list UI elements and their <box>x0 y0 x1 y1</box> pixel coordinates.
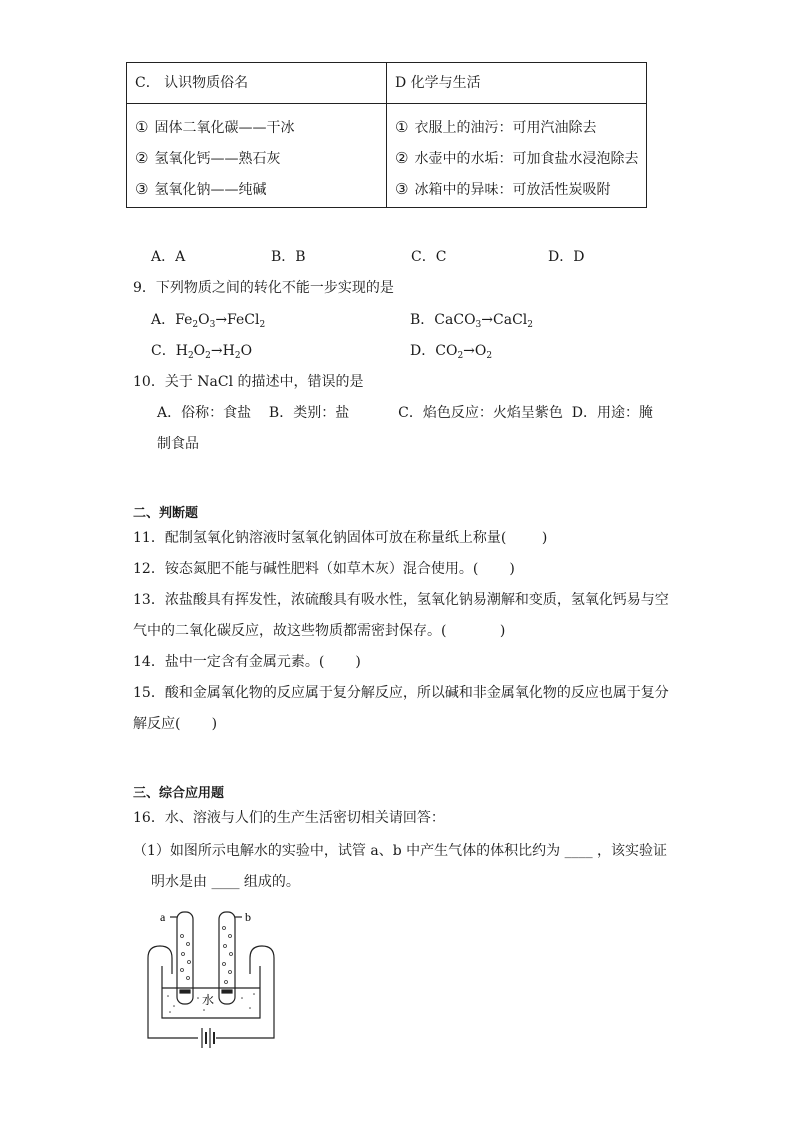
subscript: 3 <box>209 320 216 330</box>
subscript: 2 <box>457 351 464 361</box>
question-12: 12．铵态氮肥不能与碱性肥料（如草木灰）混合使用。( ) <box>133 561 515 577</box>
q9-option-d[interactable] <box>410 340 492 360</box>
subscript: 2 <box>486 351 493 361</box>
question-13-line2: 气中的二氧化碳反应，故这些物质都需密封保存。( ) <box>133 623 506 639</box>
q8-option-d[interactable]: D．D <box>548 249 585 265</box>
formula-part: H <box>175 343 188 359</box>
circled-number: ② <box>395 149 409 167</box>
q8-option-b[interactable]: B．B <box>271 249 306 265</box>
tube-label-a: a <box>160 910 166 924</box>
table-cell-d <box>387 104 647 208</box>
q8-option-c[interactable]: C．C <box>411 249 447 265</box>
question-9-stem: 9．下列物质之间的转化不能一步实现的是 <box>133 280 394 296</box>
question-14: 14．盐中一定含有金属元素。( ) <box>133 654 361 670</box>
formula-part: CaCO <box>434 312 476 328</box>
list-item-text: 固体二氧化碳——干冰 <box>154 120 295 136</box>
question-13-line1: 13．浓盐酸具有挥发性，浓硫酸具有吸水性，氢氧化钠易潮解和变质，氢氧化钙易与空 <box>133 592 669 608</box>
section-title-application: 三、综合应用题 <box>133 786 225 801</box>
q9-option-c[interactable] <box>151 340 252 360</box>
formula-part: O <box>193 343 206 359</box>
option-label: A． <box>151 312 176 328</box>
circled-number: ① <box>395 118 409 136</box>
question-10-stem: 10．关于 NaCl 的描述中，错误的是 <box>133 374 364 390</box>
formula-part: O <box>198 312 210 328</box>
water-label: 水 <box>202 993 215 1007</box>
option-label: C． <box>151 343 176 359</box>
circled-number: ② <box>135 149 149 167</box>
question-15-line1: 15．酸和金属氧化物的反应属于复分解反应，所以碱和非金属氧化物的反应也属于复分 <box>133 685 669 701</box>
options-table <box>126 62 647 208</box>
formula-part: →FeCl <box>215 312 260 328</box>
list-item <box>395 174 646 205</box>
formula-part: →H <box>210 343 235 359</box>
table-header-d: D 化学与生活 <box>387 63 647 104</box>
question-11: 11．配制氢氧化钠溶液时氢氧化钠固体可放在称量纸上称量( ) <box>133 530 548 546</box>
formula-part: Fe <box>175 312 193 328</box>
list-item <box>395 112 646 143</box>
subscript: 2 <box>234 351 241 361</box>
list-item <box>135 174 386 205</box>
question-16: 16．水、溶液与人们的生产生活密切相关请回答： <box>133 810 445 826</box>
list-item-text: 氢氧化钙——熟石灰 <box>154 151 281 167</box>
circled-number: ① <box>135 118 149 136</box>
subscript: 2 <box>192 320 199 330</box>
list-item <box>135 143 386 174</box>
formula-part: O <box>240 343 253 359</box>
formula-part: CO <box>435 343 458 359</box>
circled-number: ③ <box>395 180 409 198</box>
option-label: B． <box>410 312 435 328</box>
question-15-line2: 解反应( ) <box>133 716 218 732</box>
subscript: 2 <box>187 351 194 361</box>
q10-options-continued: 制食品 <box>157 436 199 452</box>
formula-part: →CaCl <box>481 312 528 328</box>
q8-option-a[interactable]: A．A <box>151 249 186 265</box>
q9-option-b[interactable] <box>410 309 533 329</box>
section-title-judgment: 二、判断题 <box>133 506 199 521</box>
question-16-part1-line1: （1）如图所示电解水的实验中，试管 a、b 中产生气体的体积比约为 ____ ，该实验证 <box>133 843 668 859</box>
q10-options: A．俗称：食盐 B．类别：盐 C．焰色反应：火焰呈紫色 D．用途：腌 <box>157 405 653 421</box>
list-item-text: 冰箱中的异味：可放活性炭吸附 <box>414 182 611 198</box>
circled-number: ③ <box>135 180 149 198</box>
option-label: D． <box>410 343 436 359</box>
formula-part: →O <box>463 343 487 359</box>
subscript: 2 <box>259 320 266 330</box>
list-item <box>135 112 386 143</box>
table-header-c: C． 认识物质俗名 <box>127 63 387 104</box>
q9-option-a[interactable] <box>151 309 265 329</box>
list-item <box>395 143 646 174</box>
tube-label-b: b <box>245 910 251 924</box>
list-item-text: 衣服上的油污：可用汽油除去 <box>414 120 597 136</box>
subscript: 2 <box>205 351 211 361</box>
question-16-part1-line2: 明水是由 ____ 组成的。 <box>151 874 300 890</box>
list-item-text: 氢氧化钠——纯碱 <box>154 182 267 198</box>
subscript: 2 <box>527 320 533 330</box>
table-cell-c <box>127 104 387 208</box>
subscript: 3 <box>475 320 482 330</box>
list-item-text: 水壶中的水垢：可加食盐水浸泡除去 <box>414 151 639 167</box>
electrolysis-diagram <box>146 906 276 1058</box>
